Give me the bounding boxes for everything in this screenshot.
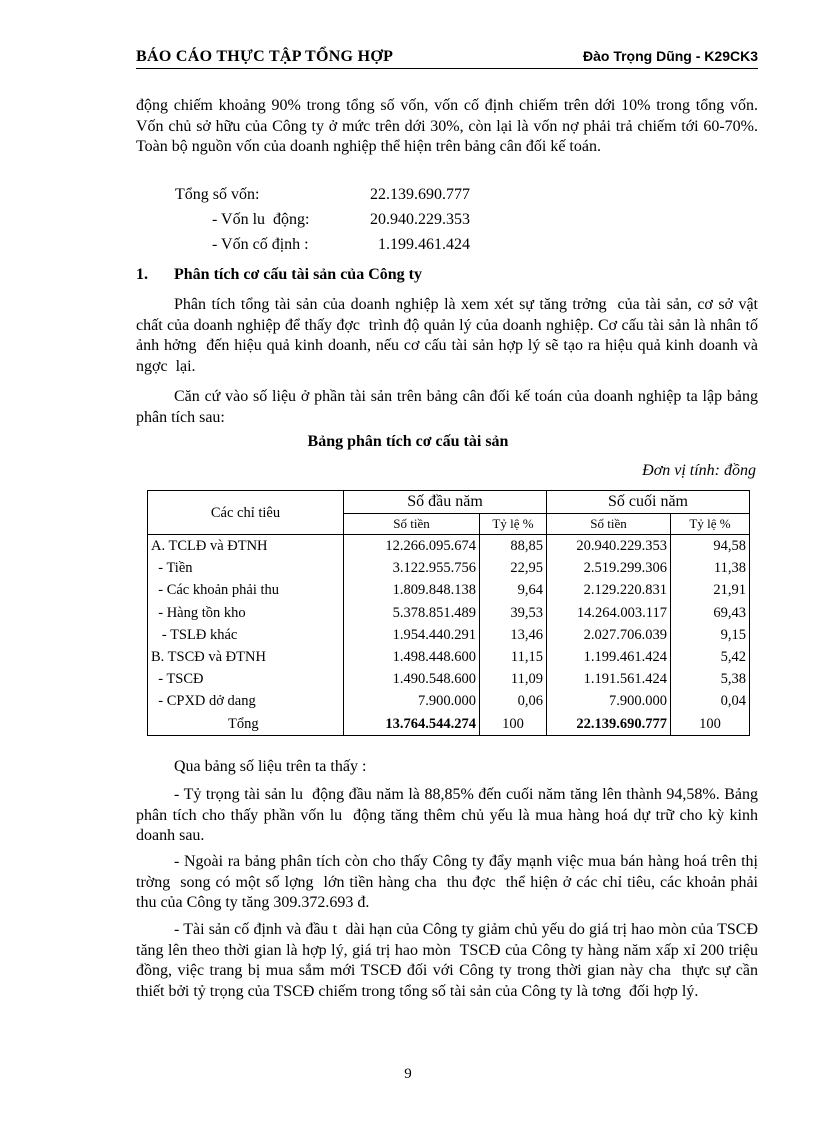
start-amount: 1.954.440.291 xyxy=(344,624,480,646)
capital-working-value: 20.940.229.353 xyxy=(370,211,470,228)
start-amount: 5.378.851.489 xyxy=(344,602,480,624)
capital-total-label: Tổng số vốn: xyxy=(175,186,260,203)
col-header-start-year: Số đầu năm xyxy=(344,491,547,514)
section-heading xyxy=(136,266,422,284)
analysis-point-2: - Ngoài ra bảng phân tích còn cho thấy Công ty đẩy mạnh việc mua bán hàng hoá trên thị trờng song có một số lợng lớn tiền hàng cha thu đợc thể hiện ở các chỉ tiêu, các khoản phải thu của Công ty tăng 309.372.693 đ. xyxy=(136,853,762,911)
table-row xyxy=(148,690,750,712)
analysis-point-1: - Tỷ trọng tài sản lu động đầu năm là 88,85% đến cuối năm tăng lên thành 94,58%. Bảng phân tích cho thấy phần vốn lu động tăng thêm chủ yếu là mua hàng hoá dự trữ cho kỳ kinh doanh sau. xyxy=(136,786,762,844)
table-row xyxy=(148,624,750,646)
table-header-row xyxy=(148,491,750,514)
col-header-end-year: Số cuối năm xyxy=(547,491,750,514)
row-label: - CPXD dở dang xyxy=(148,690,344,712)
start-amount: 7.900.000 xyxy=(344,690,480,712)
end-ratio: 9,15 xyxy=(671,624,750,646)
start-ratio: 39,53 xyxy=(480,602,547,624)
start-ratio: 88,85 xyxy=(480,535,547,558)
total-end-amount: 22.139.690.777 xyxy=(547,713,671,736)
start-amount: 1.498.448.600 xyxy=(344,646,480,668)
end-ratio: 69,43 xyxy=(671,602,750,624)
row-label: - Tiền xyxy=(148,557,344,579)
end-amount: 1.191.561.424 xyxy=(547,668,671,690)
analysis-point-3: - Tài sản cố định và đầu t dài hạn của Công ty giảm chủ yếu do giá trị hao mòn của TSCĐ tăng lên theo thời gian là hợp lý, giá trị hao mòn TSCĐ của Công ty hàng năm xấp xỉ 200 triệu đồng, việc trang bị mua sắm mới TSCĐ đối với Công ty trong thời gian này cha thực sự cần thiết bởi tỷ trọng của TSCĐ chiếm trong tổng số tài sản của Công ty là tơng đối hợp lý. xyxy=(136,921,766,1000)
start-ratio: 9,64 xyxy=(480,579,547,601)
section-title: Phân tích cơ cấu tài sản của Công ty xyxy=(174,266,422,283)
intro-paragraph: động chiếm khoảng 90% trong tổng số vốn, vốn cố định chiếm trên dới 10% trong tổng vốn. Vốn chủ sở hữu của Công ty ở mức trên dới 30%, còn lại là vốn nợ phải trả chiếm tới 60-70%. Toàn bộ nguồn vốn của doanh nghiệp thể hiện trên bảng cân đối kế toán. xyxy=(136,97,758,155)
section-number: 1. xyxy=(136,266,148,283)
start-ratio: 0,06 xyxy=(480,690,547,712)
total-label: Tổng xyxy=(148,713,344,736)
start-amount: 1.809.848.138 xyxy=(344,579,480,601)
start-amount: 1.490.548.600 xyxy=(344,668,480,690)
table-row xyxy=(148,579,750,601)
asset-structure-table xyxy=(147,490,750,736)
capital-total-value: 22.139.690.777 xyxy=(370,186,470,203)
end-ratio: 94,58 xyxy=(671,535,750,558)
capital-fixed-label: - Vốn cố định : xyxy=(212,236,309,253)
start-ratio: 22,95 xyxy=(480,557,547,579)
end-ratio: 0,04 xyxy=(671,690,750,712)
capital-fixed-value: 1.199.461.424 xyxy=(378,236,470,253)
end-amount: 14.264.003.117 xyxy=(547,602,671,624)
total-end-ratio: 100 xyxy=(671,713,750,736)
subheader-ratio: Tỷ lệ % xyxy=(480,514,547,535)
table-row xyxy=(148,602,750,624)
row-label: A. TCLĐ và ĐTNH xyxy=(148,535,344,558)
end-ratio: 11,38 xyxy=(671,557,750,579)
end-amount: 1.199.461.424 xyxy=(547,646,671,668)
row-label: - Hàng tồn kho xyxy=(148,602,344,624)
row-label: - TSCĐ xyxy=(148,668,344,690)
end-ratio: 21,91 xyxy=(671,579,750,601)
table-row xyxy=(148,668,750,690)
table-title: Bảng phân tích cơ cấu tài sản xyxy=(307,433,509,450)
subheader-amount: Số tiền xyxy=(344,514,480,535)
subheader-ratio: Tỷ lệ % xyxy=(671,514,750,535)
analysis-lead: Qua bảng số liệu trên ta thấy : xyxy=(174,758,367,775)
page-header xyxy=(136,48,758,69)
start-amount: 3.122.955.756 xyxy=(344,557,480,579)
paragraph-2: Căn cứ vào số liệu ở phần tài sản trên bảng cân đối kế toán của doanh nghiệp ta lập bảng phân tích sau: xyxy=(136,388,758,426)
total-start-ratio: 100 xyxy=(480,713,547,736)
end-amount: 7.900.000 xyxy=(547,690,671,712)
capital-working-label: - Vốn lu động: xyxy=(212,211,310,228)
end-amount: 2.027.706.039 xyxy=(547,624,671,646)
row-label: - Các khoản phải thu xyxy=(148,579,344,601)
start-ratio: 11,09 xyxy=(480,668,547,690)
end-ratio: 5,42 xyxy=(671,646,750,668)
report-title: BÁO CÁO THỰC TẬP TỔNG HỢP xyxy=(136,48,394,65)
end-amount: 2.129.220.831 xyxy=(547,579,671,601)
end-ratio: 5,38 xyxy=(671,668,750,690)
row-label: - TSLĐ khác xyxy=(148,624,344,646)
col-header-indicators: Các chỉ tiêu xyxy=(148,491,344,535)
start-amount: 12.266.095.674 xyxy=(344,535,480,558)
page-number: 9 xyxy=(404,1066,412,1082)
table-row xyxy=(148,646,750,668)
subheader-amount: Số tiền xyxy=(547,514,671,535)
table-row xyxy=(148,535,750,558)
total-start-amount: 13.764.544.274 xyxy=(344,713,480,736)
author-label: Đào Trọng Dũng - K29CK3 xyxy=(582,48,758,64)
row-label: B. TSCĐ và ĐTNH xyxy=(148,646,344,668)
start-ratio: 13,46 xyxy=(480,624,547,646)
end-amount: 2.519.299.306 xyxy=(547,557,671,579)
table-row xyxy=(148,557,750,579)
paragraph-1: Phân tích tổng tài sản của doanh nghiệp là xem xét sự tăng trởng của tài sản, cơ sở vật chất của doanh nghiệp để thấy đợc trình độ quản lý của doanh nghiệp. Cơ cấu tài sản là nhân tố ảnh hởng đến hiệu quả kinh doanh, nếu cơ cấu tài sản hợp lý sẽ tạo ra hiệu quả kinh doanh và ngợc lại. xyxy=(136,296,762,375)
table-total-row xyxy=(148,713,750,736)
end-amount: 20.940.229.353 xyxy=(547,535,671,558)
start-ratio: 11,15 xyxy=(480,646,547,668)
table-unit: Đơn vị tính: đồng xyxy=(642,462,756,479)
